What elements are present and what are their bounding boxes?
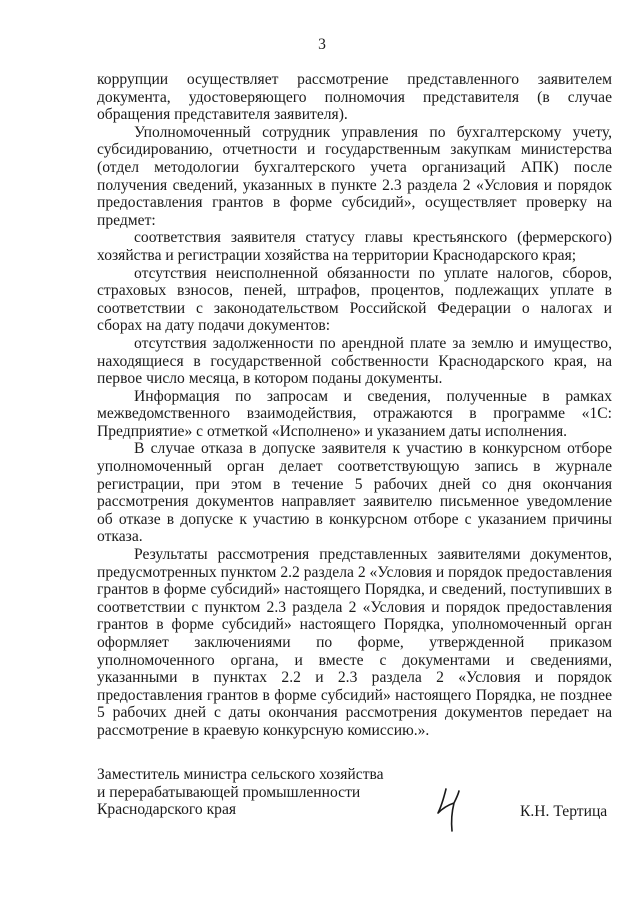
paragraph: Уполномоченный сотрудник управления по бухгалтерскому учету, субсидированию, отчетности и государственным закупкам министерства (отдел методологии бухгалтерского учета организаций АПК) после получения сведений, указанных в пункте 2.3 раздела 2 «Условия и порядок предоставления грантов в форме субсидий», осуществляет проверку на предмет: bbox=[97, 123, 612, 229]
signatory-title-line-3: Краснодарского края bbox=[97, 801, 237, 819]
paragraph: В случае отказа в допуске заявителя к участию в конкурсном отборе уполномоченный орган делает соответствующую запись в журнале регистрации, при этом в течение 5 рабочих дней со дня окончания рассмотрения документов направляет заявителю письменное уведомление об отказе в допуске к участию в конкурсном отборе с указанием причины отказа. bbox=[97, 440, 612, 546]
paragraph: Результаты рассмотрения представленных заявителями документов, предусмотренных пунктом 2.2 раздела 2 «Условия и порядок предоставления грантов в форме субсидий» настоящего Порядка, и сведений, поступивших в соответствии с пунктом 2.3 раздела 2 «Условия и порядок предоставления грантов в форме субсидий» настоящего Порядка, уполномоченный орган оформляет заключениями по форме, утвержденной приказом уполномоченного органа, и вместе с документами и сведениями, указанными в пунктах 2.2 и 2.3 раздела 2 «Условия и порядок предоставления грантов в форме субсидий» настоящего Порядка, не позднее 5 рабочих дней с даты окончания рассмотрения документов передает на рассмотрение в краевую конкурсную комиссию.». bbox=[97, 546, 612, 739]
paragraph: Информация по запросам и сведения, полученные в рамках межведомственного взаимодействия, отражаются в программе «1С: Предприятие» с отметкой «Исполнено» и указанием даты исполнения. bbox=[97, 387, 612, 440]
paragraph: коррупции осуществляет рассмотрение представленного заявителем документа, удостоверяющего полномочия представителя (в случае обращения представителя заявителя). bbox=[97, 71, 612, 124]
paragraph: соответствия заявителя статусу главы крестьянского (фермерского) хозяйства и регистрации хозяйства на территории Краснодарского края; bbox=[97, 229, 612, 264]
page-number: 3 bbox=[318, 36, 326, 53]
signatory-title-line-2: и перерабатывающей промышленности bbox=[97, 783, 361, 801]
paragraph: отсутствия неисполненной обязанности по уплате налогов, сборов, страховых взносов, пеней, штрафов, процентов, подлежащих уплате в соответствии с законодательством Российской Федерации о налогах и сборах на дату подачи документов: bbox=[97, 264, 612, 335]
document-body bbox=[97, 71, 612, 740]
paragraph: отсутствия задолженности по арендной плате за землю и имущество, находящиеся в государственной собственности Краснодарского края, на первое число месяца, в котором поданы документы. bbox=[97, 334, 612, 388]
signatory-title-line-1: Заместитель министра сельского хозяйства bbox=[97, 766, 384, 783]
handwritten-signature bbox=[432, 787, 472, 837]
signatory-name: К.Н. Тертица bbox=[520, 803, 608, 820]
